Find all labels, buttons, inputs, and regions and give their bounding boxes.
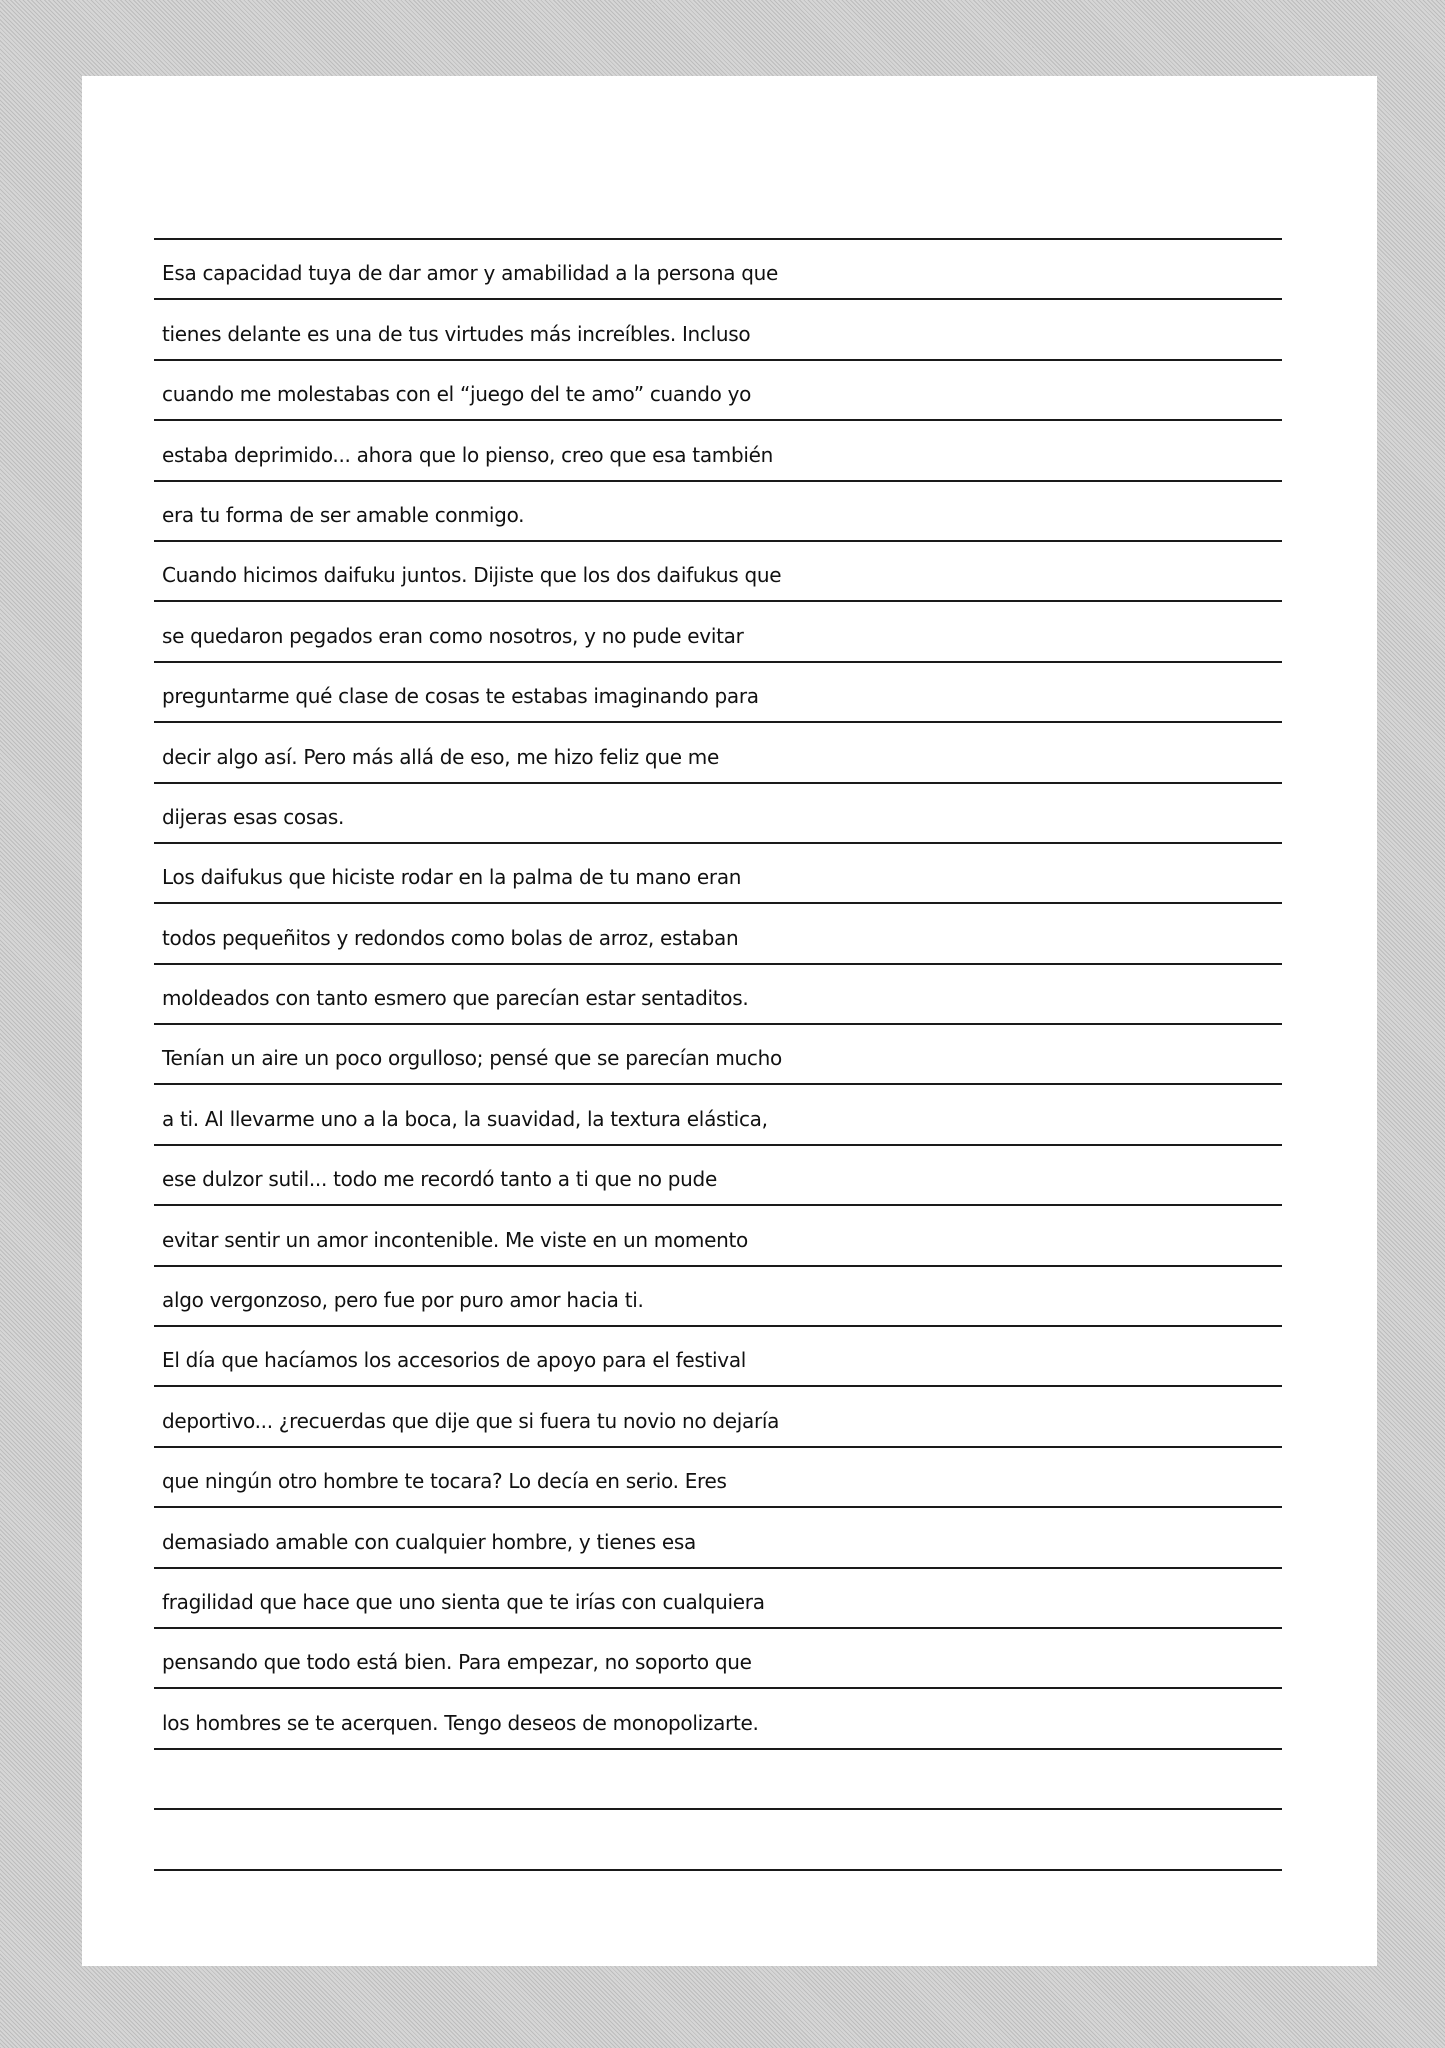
line-text: decir algo así. Pero más allá de eso, me hizo feliz que me — [162, 744, 719, 769]
line-text: que ningún otro hombre te tocara? Lo decía en serio. Eres — [162, 1469, 727, 1494]
ruled-line — [154, 1146, 1282, 1206]
ruled-line — [154, 1327, 1282, 1387]
ruled-line — [154, 904, 1282, 964]
ruled-line — [154, 1569, 1282, 1629]
ruled-line — [154, 965, 1282, 1025]
ruled-lines — [154, 238, 1282, 1871]
line-text: evitar sentir un amor incontenible. Me viste en un momento — [162, 1227, 748, 1252]
line-text: tienes delante es una de tus virtudes más increíbles. Incluso — [162, 321, 751, 346]
ruled-line — [154, 663, 1282, 723]
ruled-line — [154, 240, 1282, 300]
line-text: estaba deprimido... ahora que lo pienso, creo que esa también — [162, 442, 774, 467]
line-text: Cuando hicimos daifuku juntos. Dijiste que los dos daifukus que — [162, 563, 782, 588]
line-text: dijeras esas cosas. — [162, 804, 345, 829]
line-text: pensando que todo está bien. Para empezar, no soporto que — [162, 1650, 752, 1675]
ruled-line — [154, 1810, 1282, 1870]
line-text: era tu forma de ser amable conmigo. — [162, 502, 525, 527]
ruled-line — [154, 421, 1282, 481]
ruled-line — [154, 1508, 1282, 1568]
ruled-line — [154, 1267, 1282, 1327]
line-text: ese dulzor sutil... todo me recordó tanto a ti que no pude — [162, 1167, 717, 1192]
line-text: moldeados con tanto esmero que parecían estar sentaditos. — [162, 986, 749, 1011]
letter-page — [82, 76, 1377, 1966]
line-text: se quedaron pegados eran como nosotros, y no pude evitar — [162, 623, 744, 648]
line-text: Esa capacidad tuya de dar amor y amabilidad a la persona que — [162, 261, 779, 286]
ruled-line — [154, 300, 1282, 360]
ruled-line — [154, 723, 1282, 783]
ruled-line — [154, 1206, 1282, 1266]
ruled-line — [154, 361, 1282, 421]
line-text: deportivo... ¿recuerdas que dije que si fuera tu novio no dejaría — [162, 1408, 780, 1433]
line-text: Los daifukus que hiciste rodar en la palma de tu mano eran — [162, 865, 742, 890]
line-text: a ti. Al llevarme uno a la boca, la suavidad, la textura elástica, — [162, 1106, 768, 1131]
ruled-line — [154, 1629, 1282, 1689]
ruled-line — [154, 482, 1282, 542]
line-text: los hombres se te acerquen. Tengo deseos de monopolizarte. — [162, 1710, 759, 1735]
line-text: El día que hacíamos los accesorios de apoyo para el festival — [162, 1348, 747, 1373]
ruled-line — [154, 844, 1282, 904]
ruled-line — [154, 1750, 1282, 1810]
ruled-line — [154, 1387, 1282, 1447]
line-text: demasiado amable con cualquier hombre, y tienes esa — [162, 1529, 696, 1554]
line-text: fragilidad que hace que uno sienta que te irías con cualquiera — [162, 1589, 765, 1614]
ruled-line — [154, 602, 1282, 662]
line-text: cuando me molestabas con el “juego del te amo” cuando yo — [162, 382, 752, 407]
ruled-line — [154, 1689, 1282, 1749]
ruled-line — [154, 1448, 1282, 1508]
ruled-line — [154, 542, 1282, 602]
line-text: todos pequeñitos y redondos como bolas de arroz, estaban — [162, 925, 739, 950]
ruled-line — [154, 1085, 1282, 1145]
line-text: preguntarme qué clase de cosas te estabas imaginando para — [162, 684, 759, 709]
line-text: algo vergonzoso, pero fue por puro amor hacia ti. — [162, 1288, 644, 1313]
ruled-line — [154, 784, 1282, 844]
ruled-line — [154, 1025, 1282, 1085]
line-text: Tenían un aire un poco orgulloso; pensé que se parecían mucho — [162, 1046, 782, 1071]
